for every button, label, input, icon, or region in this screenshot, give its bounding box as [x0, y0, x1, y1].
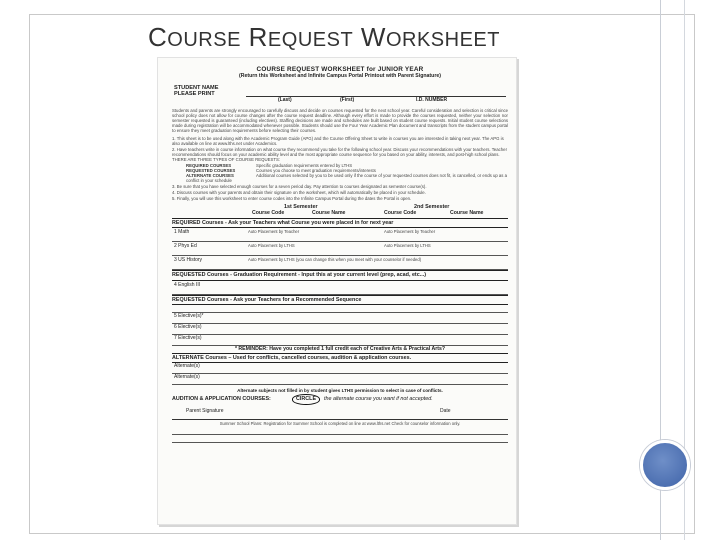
- name-part-last: (Last): [278, 97, 292, 104]
- audition-label: AUDITION & APPLICATION COURSES:: [172, 396, 271, 403]
- required-header: REQUIRED Courses - Ask your Teachers what Course you were placed in for next year: [172, 218, 508, 228]
- col-code-1: Course Code: [252, 210, 285, 217]
- request-type-item: REQUIRED COURSES Specific graduation requirements entered by LTHS: [186, 162, 353, 168]
- col-code-2: Course Code: [384, 210, 417, 217]
- worksheet-title: COURSE REQUEST WORKSHEET for JUNIOR YEAR: [256, 66, 424, 73]
- request-type-item: REQUESTED COURSES Courses you choose to meet graduation requirements/interests: [186, 167, 376, 173]
- decorative-circle: [640, 440, 690, 490]
- course-row: 3 US History Auto Placement by LTHS (you can change this when you meet with your counselor if needed): [172, 256, 508, 270]
- intro-paragraph: Students and parents are strongly encouraged to carefully discuss and decide on courses requested for the next school year. Careful consideration and selection is critical since school policy does not allow for course changes after the course request deadline. Although every effort is made to provide the courses requested, neither your selection nor semester requested is guaranteed (including electives). Staffing decisions are made and schedules are built based on student course requests. Initial student course selections made during registration will be accommodated whenever possible. Students should use the Four Year Academic Plan document and transcripts from the student campus portal to ensure they meet graduation requirements before selecting their courses.: [172, 108, 508, 134]
- audition-line: [172, 395, 508, 405]
- circle-word: CIRCLE: [292, 394, 320, 404]
- step-item: 5. Finally, you will use this worksheet to enter course codes into the Infinite Campus Portal during the dates the Portal is open.: [172, 196, 412, 202]
- date-label: Date: [440, 408, 451, 415]
- blank-line: [172, 427, 508, 435]
- name-part-first: (First): [340, 97, 355, 104]
- steps-list-continued: [172, 185, 508, 202]
- semester-2-label: 2nd Semester: [414, 204, 450, 211]
- semester-header: [172, 204, 508, 218]
- elective-row: 7 Elective(s): [172, 335, 508, 346]
- signature-row: [172, 407, 508, 420]
- alternate-note: Alternate subjects not filled in by student gives LTHS permission to select in case of conflicts.: [237, 388, 443, 394]
- request-types: [186, 164, 508, 184]
- course-row: 1 Math Auto Placement by Teacher Auto Placement by Teacher: [172, 228, 508, 242]
- student-name-row: [172, 85, 508, 107]
- graduation-header: REQUESTED Courses - Graduation Requirement - Input this at your current level (prep, acad, etc...): [172, 270, 508, 280]
- step-item: 3. Be sure that you have selected enough courses for a seven period day. Pay attention to courses designated as semester course(s).: [172, 184, 427, 190]
- audition-instruction: the alternate course you want if not accepted.: [324, 396, 433, 403]
- parent-signature-label: Parent Signature: [186, 408, 224, 415]
- worksheet-image: [157, 57, 517, 525]
- name-part-id: I.D. NUMBER: [416, 97, 448, 104]
- request-type-item: ALTERNATE COURSES Additional courses selected by you to be used only if the course of your requested courses does not fit, is cancelled, or ends up as a conflict in your schedule: [186, 172, 508, 183]
- col-name-1: Course Name: [312, 210, 346, 217]
- course-row: 4 English III: [172, 281, 508, 295]
- step-item: 4. Discuss courses with your parents and obtain their signature on the worksheet, which will automatically be placed in your schedule.: [172, 190, 426, 196]
- worksheet-subtitle: (Return this Worksheet and Infinite Campus Portal Printout with Parent Signature): [239, 73, 441, 80]
- step-item: 2. Have teachers write in course information on what course they recommend you take for the following school year. Discuss your recommendations with your teachers. Teacher recommendations should focus on your academic ability level and the most appropriate course sequence for you based on your ability, interests, and post-high school plans. THERE ARE THREE TYPES OF COURSE REQUESTS:: [172, 146, 507, 162]
- alternate-row: Alternate(s): [172, 363, 508, 374]
- step-item: 1. This sheet is to be used along with the Academic Program Guide (APG) and the Course Offering Sheet to write in courses you are interested in taking next year. The APG is also available on line at www.lths.net under Academics.: [172, 136, 504, 146]
- sequence-header: REQUESTED Courses - Ask your Teachers for a Recommended Sequence: [172, 295, 508, 305]
- slide-title: COURSE REQUEST WORKSHEET: [148, 22, 500, 52]
- reminder-text: * REMINDER: Have you completed 1 full credit each of Creative Arts & Practical Arts?: [234, 345, 446, 352]
- elective-row: 5 Elective(s)*: [172, 313, 508, 324]
- elective-row: 6 Elective(s): [172, 324, 508, 335]
- col-name-2: Course Name: [450, 210, 484, 217]
- alternate-header: ALTERNATE Courses – Used for conflicts, cancelled courses, audition & application courses.: [172, 353, 508, 363]
- course-row: 2 Phys Ed Auto Placement by LTHS Auto Placement by LTHS: [172, 242, 508, 256]
- summer-school-note: Summer School Plans: Registration for Summer School is completed on line at www.lths.net Check for counselor information only.: [219, 421, 461, 427]
- blank-line: [172, 305, 508, 313]
- semester-1-label: 1st Semester: [284, 204, 318, 211]
- alternate-row: Alternate(s): [172, 374, 508, 385]
- blank-line: [172, 435, 508, 443]
- student-name-label: STUDENT NAME PLEASE PRINT: [174, 85, 219, 98]
- steps-list: [172, 137, 508, 163]
